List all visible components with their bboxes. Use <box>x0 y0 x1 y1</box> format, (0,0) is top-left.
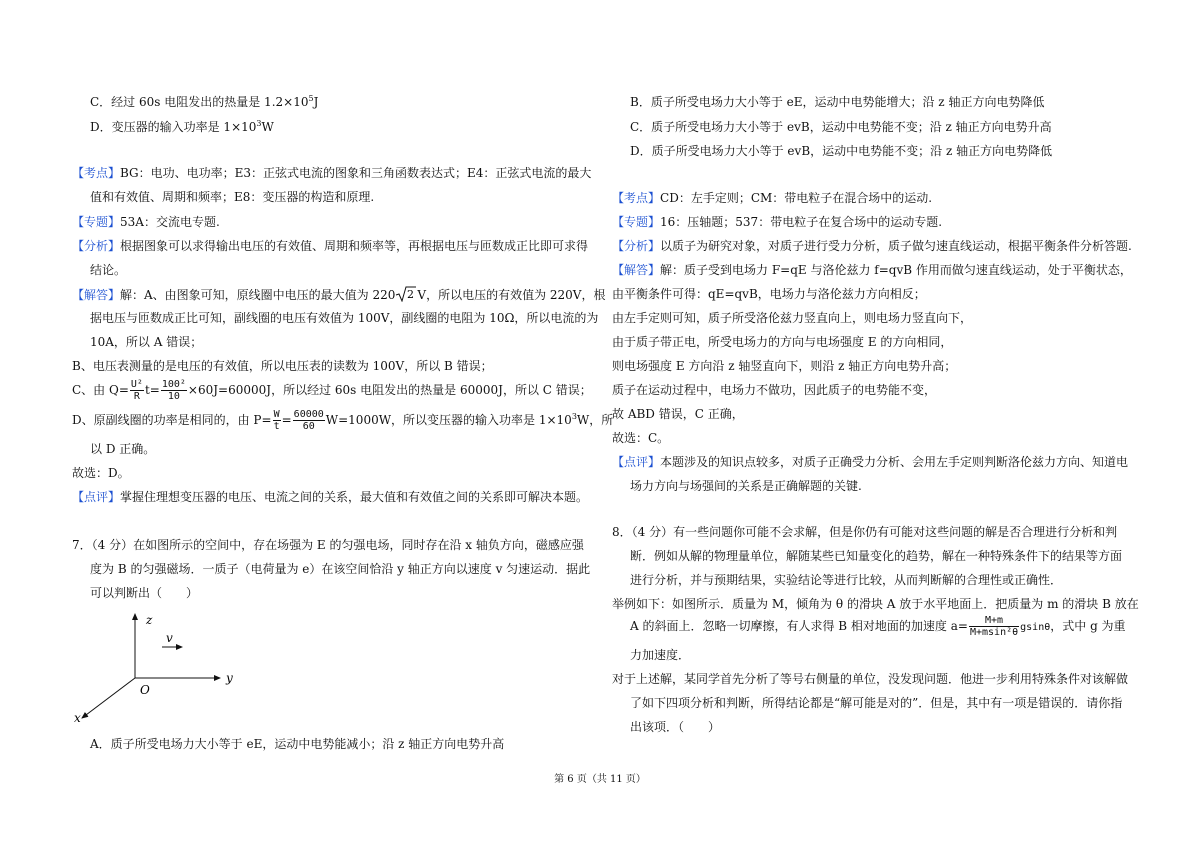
jieda-line-2: 由平衡条件可得：qE=qvB，电场力与洛伦兹力方向相反； <box>612 287 926 301</box>
q7-option-a: A．质子所受电场力大小等于 eE，运动中电势能减小；沿 z 轴正方向电势升高 <box>90 737 505 751</box>
zhuanti-tag: 【专题】 <box>72 215 121 229</box>
q7-line-2: 度为 B 的匀强磁场．一质子（电荷量为 e）在该空间恰沿 y 轴正方向以速度 v 匀速运动．据此 <box>90 562 591 576</box>
fraction-1002-over-10: $\frac{\text{100²}}{10}$ <box>161 379 186 402</box>
q7-option-d: D．质子所受电场力大小等于 evB，运动中电势能不变；沿 z 轴正方向电势降低 <box>630 144 1053 158</box>
sqrt2-formula <box>395 286 417 302</box>
q7-line-1: 7．（4 分）在如图所示的空间中，存在场强为 E 的匀强电场，同时存在沿 x 轴负方向，磁感应强 <box>72 538 584 552</box>
dianping-line-2: 场力方向与场强间的关系是正确解题的关键. <box>630 479 862 493</box>
q6-option-d: D．变压器的输入功率是 $1\times 10^3W$ <box>90 119 274 134</box>
zhuanti-line: 【专题】53A：交流电专题. <box>72 215 220 229</box>
jieda-line-d: D、原副线圈的功率是相同的，由 P= $\frac{W}{t}$ = $\frac{60000}{60}$ W=1000W，所以变压器的输入功率是 $1\times 10^3W$，所 <box>72 409 614 432</box>
dianping-line-1: 【点评】本题涉及的知识点较多，对质子正确受力分析、会用左手定则判断洛伦兹力方向、知道电 <box>612 455 1129 469</box>
jieda-line-c: C、由 Q= $\frac{\text{U²}}{R}$ t= $\frac{\text{100²}}{10}$ ×60J=60000J，所以经过 60s 电阻发出的热量是 60000J，所以 C 错误； <box>72 379 592 402</box>
fenxi-line-1: 【分析】根据图象可以求得输出电压的有效值、周期和频率等，再根据电压与匝数成正比即可求得 <box>72 239 589 253</box>
fenxi-line-2: 结论。 <box>90 263 127 277</box>
jieda-line-6: 质子在运动过程中，电场力不做功，因此质子的电势能不变， <box>612 383 937 397</box>
jieda-tag: 【解答】 <box>72 288 121 302</box>
jieda-line-1: 【解答】解：质子受到电场力 F=qE 与洛伦兹力 f=qvB 作用而做匀速直线运动，处于平衡状态， <box>612 263 1132 277</box>
q8-line-2: 断．例如从解的物理量单位，解随某些已知量变化的趋势，解在一种特殊条件下的结果等方面 <box>630 549 1123 563</box>
answer-line: 故选：D。 <box>72 466 130 480</box>
dianping-line: 【点评】掌握住理想变压器的电压、电流之间的关系，最大值和有效值之间的关系即可解决本题。 <box>72 490 589 504</box>
zhuanti-line: 【专题】16：压轴题；537：带电粒子在复合场中的运动专题. <box>612 215 943 229</box>
kaodian-line-2: 值和有效值、周期和频率；E8：变压器的构造和原理. <box>90 190 375 204</box>
x-label: x <box>74 711 81 725</box>
q8-line-4: 举例如下：如图所示．质量为 M，倾角为 θ 的滑块 A 放于水平地面上．把质量为 m 的滑块 B 放在 <box>612 597 1139 611</box>
q8-line-7: 对于上述解，某同学首先分析了等号右侧量的单位，没发现问题．他进一步利用特殊条件对该解做 <box>612 672 1129 686</box>
q7-option-b: B．质子所受电场力大小等于 eE，运动中电势能增大；沿 z 轴正方向电势降低 <box>630 95 1045 109</box>
jieda-line-5: 则电场强度 E 方向沿 z 轴竖直向下，则沿 z 轴正方向电势升高； <box>612 359 957 373</box>
fraction-60000-over-60: $\frac{60000}{60}$ <box>293 409 324 432</box>
q8-line-9: 出该项．（ ） <box>630 720 721 734</box>
kaodian-line-1: 【考点】BG：电功、电功率；E3：正弦式电流的图象和三角函数表达式；E4：正弦式电流的最大 <box>72 166 592 180</box>
jieda-line-3: 由左手定则可知，质子所受洛伦兹力竖直向上，则电场力竖直向下， <box>612 311 973 325</box>
y-label: y <box>226 671 233 685</box>
jieda-line-3: 10A，所以 A 错误； <box>90 335 203 349</box>
q8-line-3: 进行分析，并与预期结果，实验结论等进行比较，从而判断解的合理性或正确性． <box>630 573 1063 587</box>
fenxi-tag: 【分析】 <box>612 239 661 253</box>
fraction-acceleration: $\frac{M+m}{\text{M+msin²θ}}$ <box>969 615 1019 638</box>
answer-line: 故选：C。 <box>612 431 670 445</box>
origin-label: O <box>140 683 150 697</box>
jieda-line-7: 故 ABD 错误，C 正确， <box>612 407 744 421</box>
fenxi-line: 【分析】以质子为研究对象，对质子进行受力分析，质子做匀速直线运动，根据平衡条件分析答题. <box>612 239 1132 253</box>
jieda-line-2: 据电压与匝数成正比可知，副线圈的电压有效值为 100V，副线圈的电阻为 10Ω，所以电流的为 <box>90 311 599 325</box>
page-footer: 第 6 页（共 11 页） <box>554 774 646 785</box>
q7-line-3: 可以判断出（ ） <box>90 586 199 600</box>
fraction-u2-over-r: $\frac{\text{U²}}{R}$ <box>130 379 143 402</box>
axes-diagram <box>70 610 250 730</box>
svg-text:2: 2 <box>407 288 415 301</box>
jieda-line-b: B、电压表测量的是电压的有效值，所以电压表的读数为 100V，所以 B 错误； <box>72 359 493 373</box>
x-axis <box>82 678 135 718</box>
jieda-line-d-2: 以 D 正确。 <box>90 442 156 456</box>
q6-option-c: C．经过 60s 电阻发出的热量是 $1.2\times 10^5J$ <box>90 94 319 109</box>
jieda-line-1: 【解答】解：A、由图象可知，原线圈中电压的最大值为 220 2 V，所以电压的有效值为 220V，根 <box>72 288 606 302</box>
q8-line-6: 力加速度． <box>630 648 691 662</box>
dianping-tag: 【点评】 <box>72 490 121 504</box>
kaodian-tag: 【考点】 <box>612 191 661 205</box>
kaodian-tag: 【考点】 <box>72 166 121 180</box>
v-label: v <box>166 631 173 645</box>
q7-option-c: C．质子所受电场力大小等于 evB，运动中电势能不变；沿 z 轴正方向电势升高 <box>630 120 1052 134</box>
q8-line-1: 8．（4 分）有一些问题你可能不会求解，但是你仍有可能对这些问题的解是否合理进行分析和判 <box>612 525 1118 539</box>
dianping-tag: 【点评】 <box>612 455 661 469</box>
fraction-w-over-t: $\frac{W}{t}$ <box>273 409 280 432</box>
q8-line-5: A 的斜面上．忽略一切摩擦，有人求得 B 相对地面的加速度 a= $\frac{M+m}{\text{M+msin²θ}}$ gsinθ，式中 g 为重 <box>630 615 1126 638</box>
jieda-tag: 【解答】 <box>612 263 661 277</box>
zhuanti-tag: 【专题】 <box>612 215 661 229</box>
jieda-line-4: 由于质子带正电，所受电场力的方向与电场强度 E 的方向相同， <box>612 335 953 349</box>
q8-line-8: 了如下四项分析和判断，所得结论都是“解可能是对的”．但是，其中有一项是错误的．请你指 <box>630 696 1123 710</box>
kaodian-line: 【考点】CD：左手定则；CM：带电粒子在混合场中的运动. <box>612 191 933 205</box>
fenxi-tag: 【分析】 <box>72 239 121 253</box>
z-label: z <box>146 613 153 627</box>
